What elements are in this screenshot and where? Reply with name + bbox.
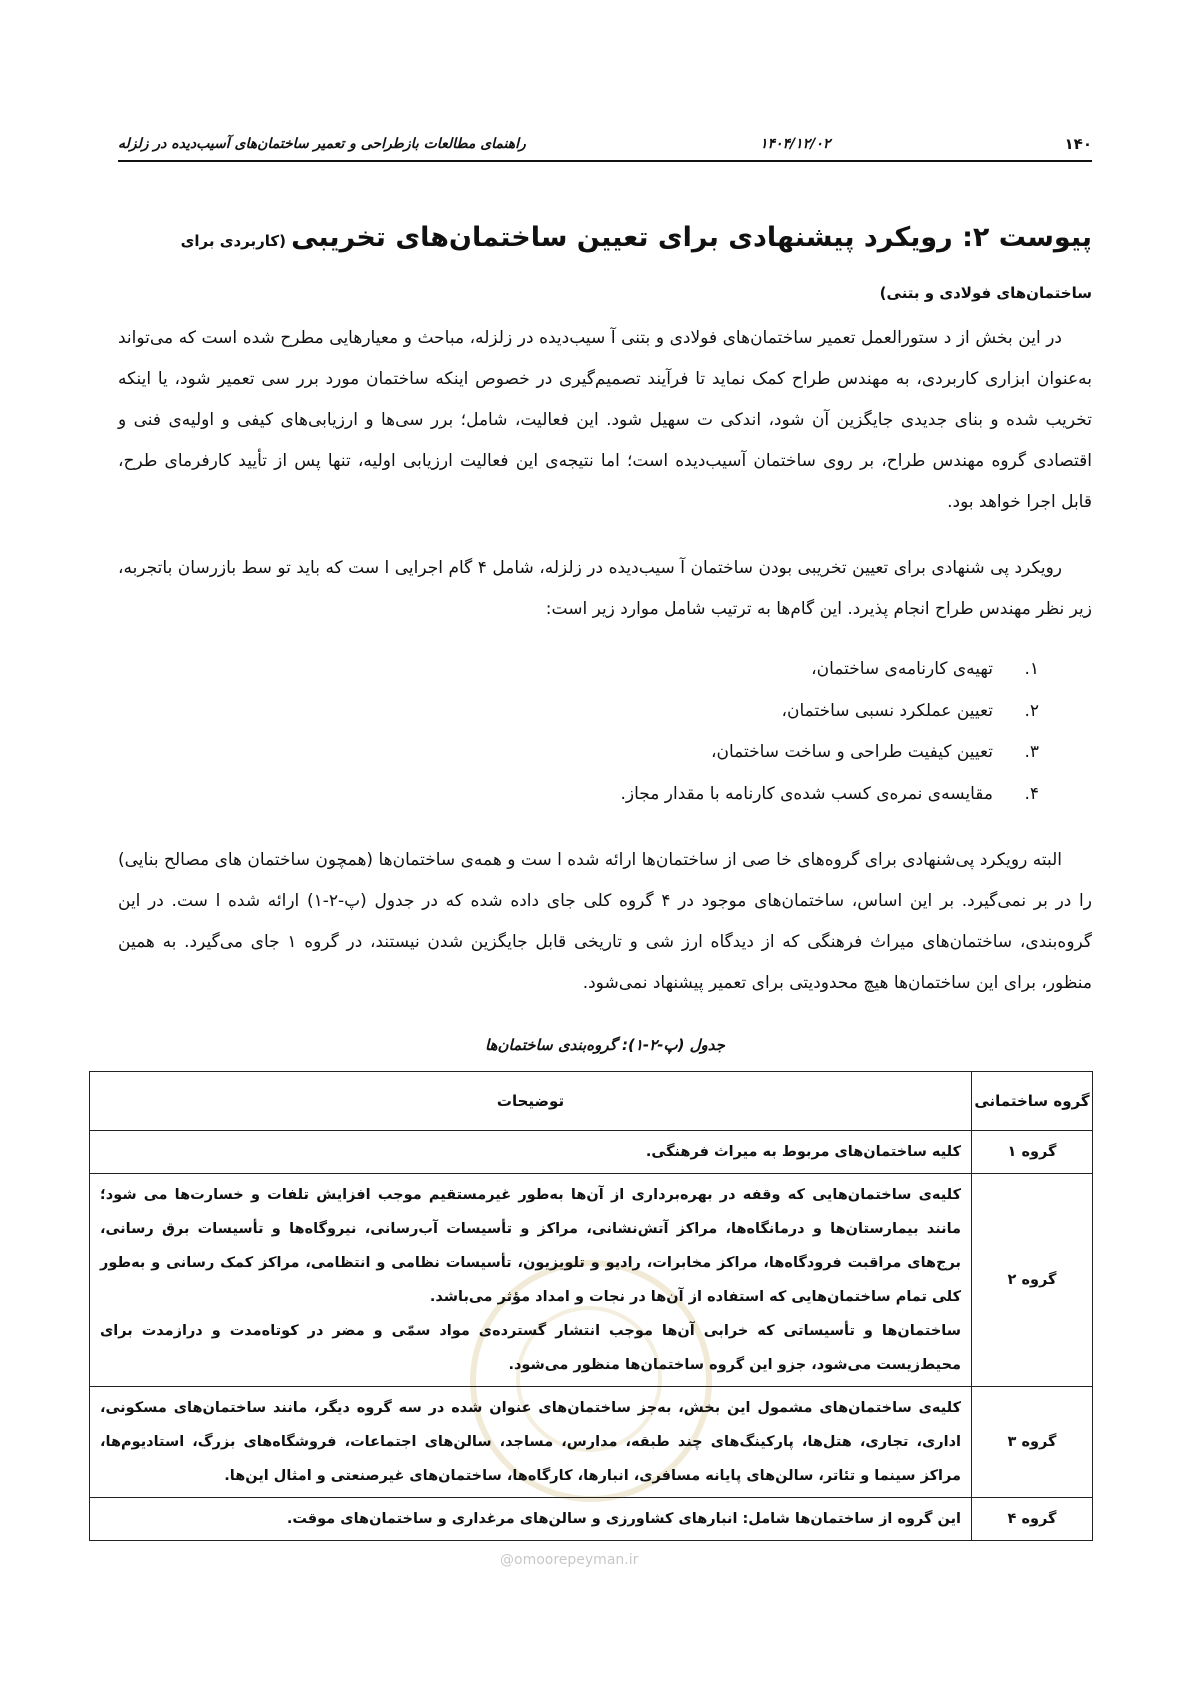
group-cell: گروه ۲ [972,1174,1093,1387]
list-item [173,691,1073,733]
header-doc-title: راهنمای مطالعات بازطراحی و تعمیر ساختمان‌های آسیب‌دیده در زلزله [118,136,526,152]
description-text: کلیه‌ی ساختمان‌هایی که وقفه در بهره‌برداری از آن‌ها به‌طور غیرمستقیم موجب افزایش تلفات و خسارت‌ها می شود؛ مانند بیمارستان‌ها و درمانگاه‌ها، مراکز آتش‌نشانی، مراکز و تأسیسات آب‌رسانی، نیروگاه‌ها و تأسیسات برق رسانی، برج‌های مراقبت فرودگاه‌ها، مراکز مخابرات، رادیو و تلویزیون، تأسیسات نظامی و انتظامی، مراکز کمک رسانی و به‌طور کلی تمام ساختمان‌هایی که استفاده از آن‌ها در نجات و امداد مؤثر می‌باشد. [100,1187,961,1305]
paragraph-intro: در این بخش از د ستورالعمل تعمیر ساختمان‌های فولادی و بتنی آ سیب‌دیده در زلزله، مباحث و معیارهایی مطرح شده است که می‌تواند به‌عنوان ابزاری کاربردی، به مهندس طراح کمک نماید تا فرآیند تصمیم‌گیری در خصوص اینکه ساختمان مورد برر سی تعمیر شود، یا اینکه تخریب شده و بنای جدیدی جایگزین آن شود، اندکی ت سهیل شود. این فعالیت، شامل؛ برر سی‌ها و ارزیابی‌های کیفی و اولیه‌ی فنی و اقتصادی گروه مهندس طراح، بر روی ساختمان آسیب‌دیده است؛ اما نتیجه‌ی این فعالیت ارزیابی اولیه، تنها پس از تأیید کارفرمای طرح، قابل اجرا خواهد بود. [118,328,1092,512]
step-number: ۲. [1024,700,1039,721]
step-number: ۱. [1024,659,1039,679]
section-heading [118,212,1092,319]
step-number: ۴. [1024,783,1039,804]
table-row [90,1387,1093,1498]
steps-list [173,649,1073,815]
header-group: گروه ساختمانی [972,1072,1093,1131]
table-header-row [90,1072,1093,1131]
list-item [173,649,1073,691]
section-subtitle: (کاربردی برای ساختمان‌های فولادی و بتنی) [180,232,1092,302]
description-cell [90,1174,972,1387]
paragraph-groups: البته رویکرد پی‌شنهادی برای گروه‌های خا صی از ساختمان‌ها ارائه شده ا ست و همه‌ی ساختمان‌ها (همچون ساختمان های مصالح بنایی) را در بر نمی‌گیرد. بر این اساس، ساختمان‌های موجود در ۴ گروه کلی جای داده شده که در جدول (پ-۲-۱) ارائه شده ا ست. در این گروه‌بندی، ساختمان‌های میراث فرهنگی که از دیدگاه ارز شی و تاریخی قابل جایگزین شدن نیستند، در گروه ۱ جای می‌گیرد. به همین منظور، برای این ساختمان‌ها هیچ محدودیتی برای تعمیر پیشنهاد نمی‌شود. [118,850,1093,993]
step-text: تعیین کیفیت طراحی و ساخت ساختمان، [711,742,993,762]
description-text: کلیه ساختمان‌های مربوط به میراث فرهنگی. [645,1144,961,1160]
description-cell [90,1131,972,1174]
table-caption: جدول (پ-۲-۱): گروه‌بندی ساختمان‌ها [485,1036,725,1054]
list-item [173,774,1073,816]
description-text-2: ساختمان‌ها و تأسیساتی که خرابی آن‌ها موجب انتشار گسترده‌ی مواد سمّی و مضر در کوتاه‌مدت و درازمدت برای محیط‌زیست می‌شود، جزو این گروه ساختمان‌ها منظور می‌شود. [100,1323,961,1373]
step-text: مقایسه‌ی نمره‌ی کسب شده‌ی کارنامه با مقدار مجاز. [620,783,993,804]
description-cell [90,1498,972,1541]
list-item [173,732,1073,774]
section-title: پیوست ۲: رویکرد پیشنهادی برای تعیین ساختمان‌های تخریبی [291,222,1092,253]
header-description: توضیحات [90,1072,972,1131]
description-text: این گروه از ساختمان‌ها شامل: انبارهای کشاورزی و سالن‌های مرغداری و ساختمان‌های موقت. [286,1511,961,1527]
page-header [118,128,1092,162]
table-row [90,1174,1093,1387]
paragraph-approach: رویکرد پی شنهادی برای تعیین تخریبی بودن ساختمان آ سیب‌دیده در زلزله، شامل ۴ گام اجرایی ا ست که باید تو سط بازرسان باتجربه، زیر نظر مهندس طراح انجام پذیرد. این گام‌ها به ترتیب شامل موارد زیر است: [118,558,1092,619]
group-cell: گروه ۴ [972,1498,1093,1541]
description-cell [90,1387,972,1498]
table-row [90,1131,1093,1174]
step-text: تعیین عملکرد نسبی ساختمان، [781,700,993,721]
building-groups-table [89,1071,1093,1541]
group-cell: گروه ۱ [972,1131,1093,1174]
group-cell: گروه ۳ [972,1387,1093,1498]
header-date: ۱۴۰۴/۱۲/۰۲ [759,136,831,152]
step-number: ۳. [1024,742,1039,762]
description-text: کلیه‌ی ساختمان‌های مشمول این بخش، به‌جز ساختمان‌های عنوان شده در سه گروه دیگر، مانند ساختمان‌های مسکونی، اداری، تجاری، هتل‌ها، پارکینگ‌های چند طبقه، مدارس، مساجد، سالن‌های اجتماعات، فروشگاه‌های بزرگ، استادیوم‌ها، مراکز سینما و تئاتر، سالن‌های پایانه مسافری، انبارها، کارگاه‌ها، ساختمان‌های غیرصنعتی و امثال این‌ها. [100,1400,961,1484]
step-text: تهیه‌ی کارنامه‌ی ساختمان، [811,659,993,679]
table-row [90,1498,1093,1541]
watermark-site: @omoorepeyman.ir [500,1552,639,1568]
page-number: ۱۴۰ [1064,135,1092,153]
